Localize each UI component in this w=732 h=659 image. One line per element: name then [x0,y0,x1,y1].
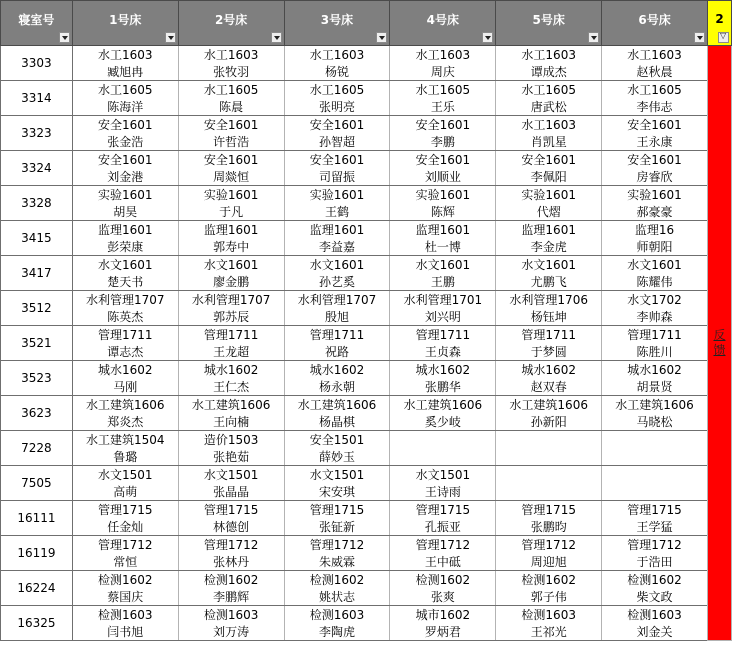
major-cell[interactable]: 实验1601 [178,186,284,204]
filter-dropdown-icon[interactable] [271,32,282,43]
room-number-cell[interactable]: 16224 [1,571,73,606]
table-row [1,483,732,501]
header-flag [707,1,731,46]
table-row [1,396,732,414]
student-name-cell[interactable]: 尤鹏飞 [496,273,602,291]
student-name-cell[interactable]: 胡昊 [72,203,178,221]
major-cell[interactable]: 检测1603 [72,606,178,624]
major-cell[interactable]: 城水1602 [178,361,284,379]
student-name-cell[interactable]: 王永康 [602,133,708,151]
student-name-cell[interactable]: 张林丹 [178,553,284,571]
major-cell[interactable]: 管理1715 [178,501,284,519]
student-name-cell[interactable]: 司留振 [284,168,390,186]
student-name-cell[interactable]: 鲁璐 [72,448,178,466]
student-name-cell[interactable]: 代熠 [496,203,602,221]
student-name-cell[interactable]: 臧旭冉 [72,63,178,81]
student-name-cell[interactable]: 房睿欣 [602,168,708,186]
header-bed-4 [390,1,496,46]
table-row [1,98,732,116]
table-row [1,571,732,589]
table-row [1,588,732,606]
student-name-cell[interactable] [496,483,602,501]
major-cell[interactable]: 水文1601 [496,256,602,274]
major-cell[interactable]: 水工建筑1504 [72,431,178,449]
student-name-cell[interactable]: 王鹏 [390,273,496,291]
major-cell[interactable]: 安全1601 [72,151,178,169]
table-row [1,256,732,274]
student-name-cell[interactable]: 张鹏华 [390,378,496,396]
student-name-cell[interactable]: 于凡 [178,203,284,221]
table-row [1,238,732,256]
room-number-cell[interactable]: 3314 [1,81,73,116]
table-row [1,221,732,239]
major-cell[interactable]: 城水1602 [602,361,708,379]
major-cell[interactable]: 安全1601 [390,116,496,134]
header-bed-label: 6号床 [638,12,671,27]
student-name-cell[interactable]: 郝豪豪 [602,203,708,221]
major-cell[interactable]: 安全1601 [72,116,178,134]
room-number-cell[interactable]: 3323 [1,116,73,151]
student-name-cell[interactable]: 蔡国庆 [72,588,178,606]
major-cell[interactable]: 水工1605 [72,81,178,99]
table-row [1,273,732,291]
filter-dropdown-icon[interactable] [694,32,705,43]
major-cell[interactable]: 水利管理1706 [496,291,602,309]
table-row [1,466,732,484]
major-cell[interactable]: 水文1601 [602,256,708,274]
major-cell[interactable] [602,431,708,449]
major-cell[interactable]: 安全1501 [284,431,390,449]
student-name-cell[interactable]: 张金浩 [72,133,178,151]
student-name-cell[interactable]: 郭苏辰 [178,308,284,326]
major-cell[interactable]: 安全1601 [178,116,284,134]
student-name-cell[interactable]: 薛妙玉 [284,448,390,466]
major-cell[interactable]: 检测1602 [602,571,708,589]
student-name-cell[interactable]: 楚天书 [72,273,178,291]
student-name-cell[interactable]: 王中砥 [390,553,496,571]
student-name-cell[interactable]: 张鹏昀 [496,518,602,536]
major-cell[interactable]: 检测1603 [178,606,284,624]
header-bed-label: 1号床 [109,12,142,27]
major-cell[interactable]: 水工建筑1606 [72,396,178,414]
header-bed-3 [284,1,390,46]
student-name-cell[interactable]: 张爽 [390,588,496,606]
student-name-cell[interactable]: 周迎旭 [496,553,602,571]
major-cell[interactable]: 城水1602 [284,361,390,379]
major-cell[interactable]: 检测1602 [178,571,284,589]
student-name-cell[interactable]: 张艳茹 [178,448,284,466]
major-cell[interactable]: 安全1601 [602,116,708,134]
major-cell[interactable]: 水文1601 [390,256,496,274]
student-name-cell[interactable]: 柴文政 [602,588,708,606]
major-cell[interactable]: 监理1601 [496,221,602,239]
table-row [1,501,732,519]
major-cell[interactable]: 水文1501 [284,466,390,484]
major-cell[interactable]: 实验1601 [496,186,602,204]
major-cell[interactable]: 水文1601 [72,256,178,274]
major-cell[interactable]: 检测1602 [496,571,602,589]
student-name-cell[interactable] [602,448,708,466]
student-name-cell[interactable]: 陈耀伟 [602,273,708,291]
major-cell[interactable]: 安全1601 [284,151,390,169]
student-name-cell[interactable]: 陈辉 [390,203,496,221]
major-cell[interactable] [602,466,708,484]
major-cell[interactable]: 城水1602 [390,361,496,379]
table-row [1,623,732,641]
header-row [1,1,732,46]
student-name-cell[interactable]: 胡景贤 [602,378,708,396]
room-number-cell[interactable]: 16119 [1,536,73,571]
major-cell[interactable]: 水文1601 [284,256,390,274]
room-number-cell[interactable]: 3415 [1,221,73,256]
student-name-cell[interactable]: 李金虎 [496,238,602,256]
room-number-cell[interactable]: 3523 [1,361,73,396]
major-cell[interactable]: 水工1603 [496,46,602,64]
student-name-cell[interactable]: 林德创 [178,518,284,536]
major-cell[interactable]: 检测1602 [72,571,178,589]
student-name-cell[interactable]: 陈英杰 [72,308,178,326]
major-cell[interactable]: 水工建筑1606 [390,396,496,414]
student-name-cell[interactable]: 李陶虎 [284,623,390,641]
student-name-cell[interactable]: 杨锐 [284,63,390,81]
filter-dropdown-icon[interactable] [165,32,176,43]
major-cell[interactable]: 管理1711 [496,326,602,344]
table-row [1,203,732,221]
table-body [1,46,732,641]
major-cell[interactable]: 管理1712 [284,536,390,554]
major-cell[interactable]: 水工建筑1606 [602,396,708,414]
student-name-cell[interactable]: 罗炳君 [390,623,496,641]
filter-dropdown-icon[interactable] [59,32,70,43]
major-cell[interactable]: 水工1605 [496,81,602,99]
major-cell[interactable]: 监理16 [602,221,708,239]
major-cell[interactable]: 实验1601 [390,186,496,204]
major-cell[interactable]: 水文1601 [178,256,284,274]
student-name-cell[interactable]: 孙智超 [284,133,390,151]
student-name-cell[interactable]: 周燚恒 [178,168,284,186]
major-cell[interactable]: 水利管理1707 [284,291,390,309]
student-name-cell[interactable]: 孙新阳 [496,413,602,431]
student-name-cell[interactable]: 王乐 [390,98,496,116]
major-cell[interactable] [496,466,602,484]
major-cell[interactable]: 安全1601 [496,151,602,169]
student-name-cell[interactable]: 闫书旭 [72,623,178,641]
student-name-cell[interactable]: 李益嘉 [284,238,390,256]
student-name-cell[interactable]: 宋安琪 [284,483,390,501]
major-cell[interactable]: 水文1501 [72,466,178,484]
room-number-cell[interactable]: 3417 [1,256,73,291]
major-cell[interactable]: 造价1503 [178,431,284,449]
major-cell[interactable]: 管理1712 [72,536,178,554]
major-cell[interactable]: 管理1711 [72,326,178,344]
major-cell[interactable]: 检测1603 [602,606,708,624]
student-name-cell[interactable]: 陈胜川 [602,343,708,361]
table-row [1,536,732,554]
student-name-cell[interactable]: 杨钰坤 [496,308,602,326]
table-row [1,606,732,624]
room-number-cell[interactable]: 7228 [1,431,73,466]
student-name-cell[interactable]: 王学猛 [602,518,708,536]
major-cell[interactable]: 检测1603 [496,606,602,624]
table-row [1,116,732,134]
student-name-cell[interactable]: 马晓松 [602,413,708,431]
student-name-cell[interactable]: 王龙超 [178,343,284,361]
student-name-cell[interactable] [496,448,602,466]
student-name-cell[interactable]: 陈晨 [178,98,284,116]
major-cell[interactable]: 管理1711 [602,326,708,344]
student-name-cell[interactable]: 周庆 [390,63,496,81]
student-name-cell[interactable]: 杨晶棋 [284,413,390,431]
major-cell[interactable] [496,431,602,449]
student-name-cell[interactable]: 郭寿中 [178,238,284,256]
header-room-label: 寝室号 [18,12,55,27]
major-cell[interactable]: 水利管理1707 [72,291,178,309]
student-name-cell[interactable]: 肖凯星 [496,133,602,151]
table-row [1,308,732,326]
major-cell[interactable]: 水工1603 [178,46,284,64]
student-name-cell[interactable]: 王贞森 [390,343,496,361]
student-name-cell[interactable]: 李鹏 [390,133,496,151]
student-name-cell[interactable]: 张明亮 [284,98,390,116]
student-name-cell[interactable]: 廖金鹏 [178,273,284,291]
major-cell[interactable]: 水工1603 [390,46,496,64]
header-bed-2 [178,1,284,46]
room-number-cell[interactable]: 3521 [1,326,73,361]
student-name-cell[interactable]: 李伟志 [602,98,708,116]
student-name-cell[interactable]: 谭成杰 [496,63,602,81]
filter-dropdown-icon[interactable] [482,32,493,43]
student-name-cell[interactable]: 许哲浩 [178,133,284,151]
major-cell[interactable]: 安全1601 [602,151,708,169]
major-cell[interactable]: 安全1601 [178,151,284,169]
student-name-cell[interactable]: 李帅森 [602,308,708,326]
student-name-cell[interactable]: 彭荣康 [72,238,178,256]
table-row [1,518,732,536]
table-row [1,186,732,204]
student-name-cell[interactable]: 高萌 [72,483,178,501]
major-cell[interactable]: 水文1702 [602,291,708,309]
table-row [1,168,732,186]
table-row [1,413,732,431]
filter-dropdown-icon[interactable] [588,32,599,43]
major-cell[interactable]: 安全1601 [390,151,496,169]
table-row [1,46,732,64]
major-cell[interactable]: 管理1715 [390,501,496,519]
student-name-cell[interactable]: 谭志杰 [72,343,178,361]
major-cell[interactable]: 管理1715 [284,501,390,519]
student-name-cell[interactable]: 杨永朝 [284,378,390,396]
filter-active-icon[interactable] [718,32,729,43]
student-name-cell[interactable]: 师朝阳 [602,238,708,256]
major-cell[interactable]: 城水1602 [72,361,178,379]
student-name-cell[interactable]: 唐武松 [496,98,602,116]
major-cell[interactable]: 水工1605 [390,81,496,99]
student-name-cell[interactable]: 陈海洋 [72,98,178,116]
major-cell[interactable]: 管理1711 [178,326,284,344]
student-name-cell[interactable]: 王鹤 [284,203,390,221]
table-row [1,343,732,361]
student-name-cell[interactable]: 郭子伟 [496,588,602,606]
room-number-cell[interactable]: 16111 [1,501,73,536]
feedback-label: 反馈 [713,328,726,357]
student-name-cell[interactable]: 杜一博 [390,238,496,256]
table-row [1,81,732,99]
student-name-cell[interactable]: 李佩阳 [496,168,602,186]
student-name-cell[interactable]: 李鹏辉 [178,588,284,606]
major-cell[interactable]: 管理1715 [496,501,602,519]
major-cell[interactable]: 水工1603 [496,116,602,134]
student-name-cell[interactable]: 赵秋晨 [602,63,708,81]
table-row [1,63,732,81]
major-cell[interactable]: 检测1602 [284,571,390,589]
header-bed-label: 3号床 [320,12,354,27]
major-cell[interactable]: 水工建筑1606 [284,396,390,414]
student-name-cell[interactable]: 于梦圆 [496,343,602,361]
table-row [1,431,732,449]
table-row [1,291,732,309]
header-bed-label: 4号床 [426,12,460,27]
student-name-cell[interactable]: 刘金关 [602,623,708,641]
major-cell[interactable]: 水工1603 [602,46,708,64]
major-cell[interactable]: 检测1603 [284,606,390,624]
student-name-cell[interactable] [390,448,496,466]
header-room [1,1,73,46]
table-row [1,378,732,396]
major-cell[interactable]: 水工1603 [284,46,390,64]
major-cell[interactable]: 管理1712 [390,536,496,554]
major-cell[interactable]: 水利管理1707 [178,291,284,309]
major-cell[interactable]: 监理1601 [178,221,284,239]
major-cell[interactable]: 管理1711 [284,326,390,344]
major-cell[interactable]: 水工1605 [284,81,390,99]
major-cell[interactable]: 管理1712 [496,536,602,554]
student-name-cell[interactable]: 祝路 [284,343,390,361]
room-number-cell[interactable]: 3324 [1,151,73,186]
major-cell[interactable]: 管理1715 [602,501,708,519]
major-cell[interactable]: 管理1711 [390,326,496,344]
major-cell[interactable]: 检测1602 [390,571,496,589]
major-cell[interactable]: 管理1712 [178,536,284,554]
header-flag-label: 2 [715,12,724,26]
student-name-cell[interactable]: 马刚 [72,378,178,396]
student-name-cell[interactable]: 张牧羽 [178,63,284,81]
major-cell[interactable]: 水工1603 [72,46,178,64]
major-cell[interactable]: 实验1601 [284,186,390,204]
filter-dropdown-icon[interactable] [376,32,387,43]
student-name-cell[interactable]: 于浩田 [602,553,708,571]
table-row [1,151,732,169]
room-number-cell[interactable]: 3623 [1,396,73,431]
student-name-cell[interactable]: 王祁光 [496,623,602,641]
student-name-cell[interactable]: 王诗雨 [390,483,496,501]
major-cell[interactable]: 监理1601 [72,221,178,239]
major-cell[interactable]: 城市1602 [390,606,496,624]
major-cell[interactable]: 监理1601 [284,221,390,239]
student-name-cell[interactable]: 刘兴明 [390,308,496,326]
student-name-cell[interactable]: 任金灿 [72,518,178,536]
student-name-cell[interactable]: 赵双春 [496,378,602,396]
student-name-cell[interactable]: 刘金港 [72,168,178,186]
table-row [1,133,732,151]
major-cell[interactable]: 监理1601 [390,221,496,239]
student-name-cell[interactable]: 孔振亚 [390,518,496,536]
feedback-flag-column[interactable] [707,46,731,641]
student-name-cell[interactable]: 张钲新 [284,518,390,536]
major-cell[interactable]: 水工1605 [178,81,284,99]
major-cell[interactable]: 管理1712 [602,536,708,554]
major-cell[interactable] [390,431,496,449]
student-name-cell[interactable]: 孙艺奚 [284,273,390,291]
header-bed-5 [496,1,602,46]
header-bed-1 [72,1,178,46]
student-name-cell[interactable]: 王向楠 [178,413,284,431]
major-cell[interactable]: 水工1605 [602,81,708,99]
major-cell[interactable]: 实验1601 [72,186,178,204]
major-cell[interactable]: 水文1501 [178,466,284,484]
room-number-cell[interactable]: 3303 [1,46,73,81]
table-row [1,326,732,344]
room-number-cell[interactable]: 16325 [1,606,73,641]
table-row [1,361,732,379]
room-number-cell[interactable]: 3328 [1,186,73,221]
student-name-cell[interactable]: 郑炎杰 [72,413,178,431]
student-name-cell[interactable]: 张晶晶 [178,483,284,501]
student-name-cell[interactable]: 王仁杰 [178,378,284,396]
major-cell[interactable]: 安全1601 [284,116,390,134]
major-cell[interactable]: 水文1501 [390,466,496,484]
student-name-cell[interactable]: 朱威霖 [284,553,390,571]
major-cell[interactable]: 水利管理1701 [390,291,496,309]
major-cell[interactable]: 管理1715 [72,501,178,519]
room-number-cell[interactable]: 3512 [1,291,73,326]
header-bed-label: 5号床 [532,12,565,27]
table-row [1,448,732,466]
room-number-cell[interactable]: 7505 [1,466,73,501]
student-name-cell[interactable]: 姚状志 [284,588,390,606]
major-cell[interactable]: 城水1602 [496,361,602,379]
header-bed-label: 2号床 [214,12,248,27]
student-name-cell[interactable]: 常恒 [72,553,178,571]
student-name-cell[interactable]: 殷旭 [284,308,390,326]
student-name-cell[interactable]: 刘顺业 [390,168,496,186]
major-cell[interactable]: 水工建筑1606 [178,396,284,414]
major-cell[interactable]: 水工建筑1606 [496,396,602,414]
table-row [1,553,732,571]
student-name-cell[interactable] [602,483,708,501]
header-bed-6 [602,1,708,46]
major-cell[interactable]: 实验1601 [602,186,708,204]
student-name-cell[interactable]: 奚少岐 [390,413,496,431]
student-name-cell[interactable]: 刘万涛 [178,623,284,641]
